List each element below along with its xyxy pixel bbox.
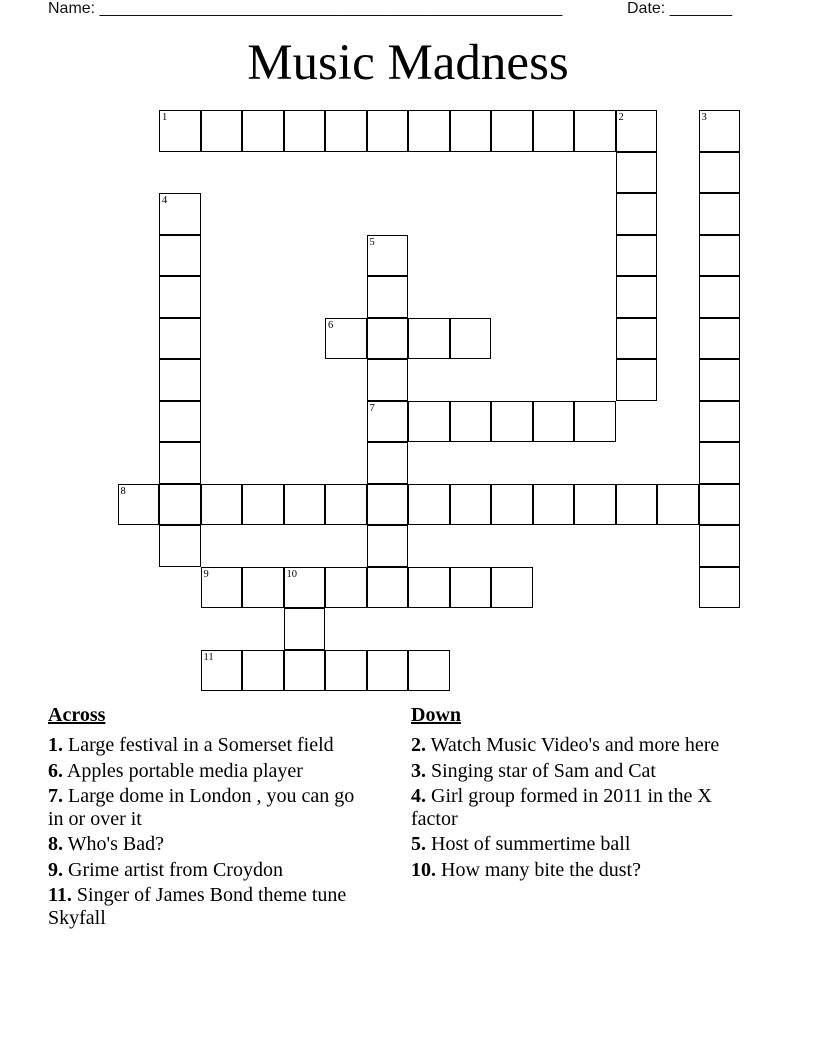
date-field-label[interactable]: Date: _______ bbox=[627, 0, 732, 17]
grid-cell[interactable] bbox=[159, 359, 201, 401]
name-field-label[interactable]: Name: ____________________________________________________ bbox=[48, 0, 563, 17]
clue-number-label: 10 bbox=[286, 568, 297, 580]
grid-cell[interactable] bbox=[450, 567, 492, 609]
grid-cell[interactable] bbox=[699, 442, 741, 484]
clue-number-label: 7 bbox=[369, 402, 375, 414]
grid-cell[interactable] bbox=[616, 359, 658, 401]
clue-text: Who's Bad? bbox=[67, 833, 164, 855]
clue-text: Host of summertime ball bbox=[431, 833, 631, 855]
grid-cell[interactable] bbox=[367, 110, 409, 152]
grid-cell[interactable] bbox=[699, 235, 741, 277]
grid-cell[interactable] bbox=[242, 650, 284, 692]
clue-number: 7. bbox=[48, 785, 63, 807]
grid-cell[interactable] bbox=[159, 484, 201, 526]
grid-cell[interactable] bbox=[699, 525, 741, 567]
clue-across-11 bbox=[48, 884, 368, 929]
grid-cell[interactable] bbox=[699, 567, 741, 609]
across-clues bbox=[48, 702, 368, 932]
grid-cell[interactable] bbox=[491, 567, 533, 609]
grid-cell[interactable] bbox=[367, 484, 409, 526]
grid-cell[interactable] bbox=[325, 318, 367, 360]
clue-text: Large festival in a Somerset field bbox=[68, 734, 334, 756]
grid-cell[interactable] bbox=[408, 401, 450, 443]
clue-across-6 bbox=[48, 760, 368, 783]
clue-text: Singing star of Sam and Cat bbox=[431, 759, 656, 782]
grid-cell[interactable] bbox=[616, 484, 658, 526]
grid-cell[interactable] bbox=[284, 484, 326, 526]
grid-cell[interactable] bbox=[616, 318, 658, 360]
down-clues bbox=[411, 702, 751, 884]
grid-cell[interactable] bbox=[699, 484, 741, 526]
clue-text: Grime artist from Croydon bbox=[68, 858, 283, 881]
grid-cell[interactable] bbox=[533, 110, 575, 152]
down-heading: Down bbox=[411, 704, 462, 726]
grid-cell[interactable] bbox=[159, 401, 201, 443]
grid-cell[interactable] bbox=[201, 650, 243, 692]
grid-cell[interactable] bbox=[325, 567, 367, 609]
clue-number-label: 4 bbox=[162, 195, 168, 206]
clue-number: 10. bbox=[411, 858, 436, 881]
grid-cell[interactable] bbox=[367, 318, 409, 360]
grid-cell[interactable] bbox=[616, 235, 658, 277]
grid-cell[interactable] bbox=[284, 608, 326, 650]
clue-number: 5. bbox=[411, 833, 426, 855]
clue-number: 11. bbox=[48, 884, 72, 906]
grid-cell[interactable] bbox=[533, 401, 575, 443]
grid-cell[interactable] bbox=[367, 235, 409, 277]
grid-cell[interactable] bbox=[367, 276, 409, 318]
grid-cell[interactable] bbox=[574, 484, 616, 526]
grid-cell[interactable] bbox=[242, 110, 284, 152]
clue-number-label: 9 bbox=[203, 568, 209, 580]
clue-number: 8. bbox=[48, 833, 63, 855]
clue-number-label: 6 bbox=[328, 319, 334, 331]
grid-cell[interactable] bbox=[699, 276, 741, 318]
grid-cell[interactable] bbox=[367, 525, 409, 567]
grid-cell[interactable] bbox=[367, 442, 409, 484]
grid-cell[interactable] bbox=[242, 484, 284, 526]
clue-across-9 bbox=[48, 859, 368, 882]
grid-cell[interactable] bbox=[616, 276, 658, 318]
page-title: Music Madness bbox=[247, 35, 569, 91]
grid-cell[interactable] bbox=[408, 650, 450, 692]
grid-cell[interactable] bbox=[284, 110, 326, 152]
clue-number: 6. bbox=[48, 759, 63, 782]
clue-number: 1. bbox=[48, 734, 63, 756]
clue-number-label: 2 bbox=[618, 112, 624, 123]
clue-across-8 bbox=[48, 833, 368, 856]
grid-cell[interactable] bbox=[491, 110, 533, 152]
clue-down-4 bbox=[411, 785, 751, 830]
clue-number: 4. bbox=[411, 785, 426, 807]
grid-cell[interactable] bbox=[159, 235, 201, 277]
grid-cell[interactable] bbox=[408, 567, 450, 609]
grid-cell[interactable] bbox=[408, 318, 450, 360]
grid-cell[interactable] bbox=[242, 567, 284, 609]
grid-cell[interactable] bbox=[367, 567, 409, 609]
clue-down-2 bbox=[411, 734, 751, 757]
grid-cell[interactable] bbox=[325, 650, 367, 692]
clue-text: Large dome in London , you can go in or over it bbox=[48, 785, 355, 830]
grid-cell[interactable] bbox=[699, 152, 741, 194]
grid-cell[interactable] bbox=[657, 484, 699, 526]
clue-number: 9. bbox=[48, 858, 63, 881]
clue-down-10 bbox=[411, 859, 751, 882]
grid-cell[interactable] bbox=[408, 110, 450, 152]
grid-cell[interactable] bbox=[367, 401, 409, 443]
clue-text: Apples portable media player bbox=[66, 759, 303, 782]
grid-cell[interactable] bbox=[699, 359, 741, 401]
clue-across-1 bbox=[48, 734, 368, 757]
clue-down-5 bbox=[411, 833, 751, 856]
clue-text: How many bite the dust? bbox=[441, 858, 641, 881]
grid-cell[interactable] bbox=[367, 359, 409, 401]
clue-number: 2. bbox=[411, 734, 426, 756]
grid-cell[interactable] bbox=[201, 484, 243, 526]
grid-cell[interactable] bbox=[699, 318, 741, 360]
clue-number-label: 3 bbox=[701, 112, 707, 123]
grid-cell[interactable] bbox=[367, 650, 409, 692]
grid-cell[interactable] bbox=[284, 650, 326, 692]
grid-cell[interactable] bbox=[699, 401, 741, 443]
grid-cell[interactable] bbox=[159, 442, 201, 484]
grid-cell[interactable] bbox=[574, 401, 616, 443]
grid-cell[interactable] bbox=[284, 567, 326, 609]
worksheet-header bbox=[0, 0, 816, 24]
grid-cell[interactable] bbox=[408, 484, 450, 526]
grid-cell[interactable] bbox=[450, 110, 492, 152]
grid-cell[interactable] bbox=[159, 276, 201, 318]
clue-number-label: 1 bbox=[162, 112, 168, 123]
grid-cell[interactable] bbox=[616, 152, 658, 194]
grid-cell[interactable] bbox=[616, 110, 658, 152]
clue-across-7 bbox=[48, 785, 368, 830]
grid-cell[interactable] bbox=[201, 567, 243, 609]
grid-cell[interactable] bbox=[325, 110, 367, 152]
clue-number-label: 8 bbox=[120, 485, 126, 497]
grid-cell[interactable] bbox=[699, 110, 741, 152]
grid-cell[interactable] bbox=[450, 401, 492, 443]
grid-cell[interactable] bbox=[533, 484, 575, 526]
grid-cell[interactable] bbox=[574, 110, 616, 152]
clue-number-label: 11 bbox=[203, 651, 214, 663]
grid-cell[interactable] bbox=[491, 401, 533, 443]
grid-cell[interactable] bbox=[699, 193, 741, 235]
grid-cell[interactable] bbox=[159, 110, 201, 152]
grid-cell[interactable] bbox=[450, 318, 492, 360]
clue-text: Girl group formed in 2011 in the X factor bbox=[411, 785, 712, 830]
grid-cell[interactable] bbox=[616, 193, 658, 235]
clue-down-3 bbox=[411, 760, 751, 783]
grid-cell[interactable] bbox=[159, 525, 201, 567]
clue-text: Watch Music Video's and more here bbox=[430, 734, 720, 756]
grid-cell[interactable] bbox=[491, 484, 533, 526]
grid-cell[interactable] bbox=[159, 193, 201, 235]
across-heading: Across bbox=[48, 704, 106, 726]
grid-cell[interactable] bbox=[159, 318, 201, 360]
grid-cell[interactable] bbox=[201, 110, 243, 152]
grid-cell[interactable] bbox=[325, 484, 367, 526]
clue-number-label: 5 bbox=[369, 236, 375, 248]
grid-cell[interactable] bbox=[118, 484, 160, 526]
grid-cell[interactable] bbox=[450, 484, 492, 526]
clue-number: 3. bbox=[411, 759, 426, 782]
clue-text: Singer of James Bond theme tune Skyfall bbox=[48, 884, 347, 929]
